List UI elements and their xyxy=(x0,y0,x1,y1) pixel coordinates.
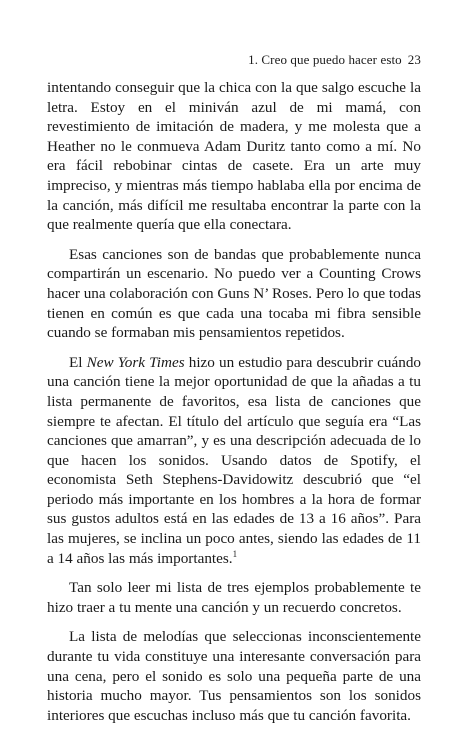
paragraph-study xyxy=(47,353,421,569)
paragraph-study-body: hizo un estudio para descubrir cuándo una canción tiene la mejor oportunidad de que la añadas a tu lista permanente de favoritos, esa lista de canciones que siempre te afectan. El título del artículo que seguía era “Las canciones que amarran”, y es una descripción adecuada de lo que hacen los sonidos. Usando datos de Spotify, el economista Seth Stephens-Davidowitz descubrió que “el periodo más importante en los hombres a la hora de formar sus gustos adultos está en las edades de 13 a 16 años”. Para las mujeres, se inclina un poco antes, siendo las edades de 11 a 14 años las más importantes. xyxy=(47,353,422,567)
paragraph-study-lead: El xyxy=(69,353,87,371)
publication-title: New York Times xyxy=(86,353,185,371)
body-text xyxy=(47,78,421,725)
running-header xyxy=(248,52,421,68)
page-number: 23 xyxy=(407,52,421,67)
paragraph-continuation: intentando conseguir que la chica con la que salgo escuche la letra. Estoy en el miniván azul de mi mamá, con revestimiento de imitación de madera, y me molesta que a Heather no le conmueva Adam Duritz tanto como a mí. No era fácil rebobinar cintas de casete. Era un arte muy impreciso, y mientras más tiempo hablaba ella por encima de la canción, más difícil me resultaba encontrar la parte con la que realmente quería que ella conectara. xyxy=(47,79,421,234)
paragraph-melodies: La lista de melodías que seleccionas inconscientemente durante tu vida constituye una interesante conversación para una cena, pero el sonido es solo una pequeña parte de una historia mucho mayor. Tus pensamientos son los sonidos interiores que escuchas incluso más que tu canción favorita. xyxy=(47,628,421,724)
footnote-reference: 1 xyxy=(232,548,238,559)
paragraph-bands: Esas canciones son de bandas que probablemente nunca compartirán un escenario. No puedo ver a Counting Crows hacer una colaboración con Guns N’ Roses. Pero lo que todas tienen en común es que cada una tocaba mi fibra sensible cuando se formaban mis pensamientos repetidos. xyxy=(47,245,421,342)
chapter-title: 1. Creo que puedo hacer esto xyxy=(248,52,402,67)
paragraph-examples: Tan solo leer mi lista de tres ejemplos probablemente te hizo traer a tu mente una canción y un recuerdo concretos. xyxy=(47,579,421,616)
